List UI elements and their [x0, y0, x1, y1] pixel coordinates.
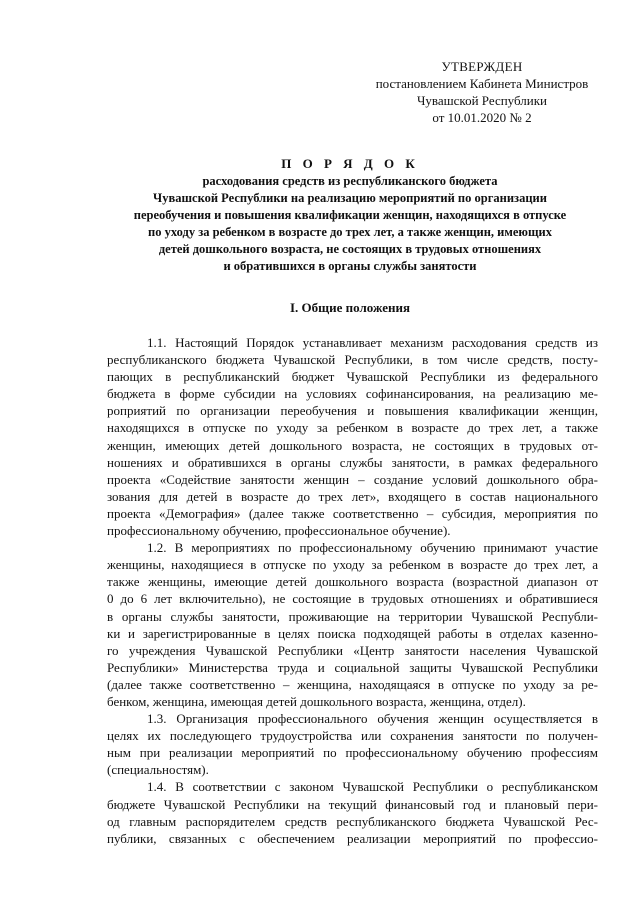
paragraph-line: профессиональному обучению, профессиональное обучение). [107, 523, 451, 539]
paragraph-line: пающих в республиканский бюджет Чувашской Республики из федерального [107, 369, 598, 385]
paragraph-line: роприятий по организации переобучения и повышения квалификации женщин, [107, 403, 598, 419]
paragraph-line: 1.4. В соответствии с законом Чувашской Республики о республиканском [147, 779, 598, 795]
paragraph-line: проекта «Демография» (далее также соответственно – субсидия, мероприятия по [107, 505, 598, 521]
paragraph-line: в органы службы занятости, проживающие на территории Чувашской Республи- [107, 608, 598, 624]
document-heading: П О Р Я Д О К [281, 156, 419, 171]
approval-stamp: УТВЕРЖДЕН [441, 59, 523, 74]
paragraph-line: женщин, имеющих детей дошкольного возраста, не состоящих в трудовых от- [107, 437, 598, 453]
title-line: по уходу за ребенком в возрасте до трех лет, а также женщин, имеющих [148, 225, 552, 239]
paragraph-line: 0 до 6 лет включительно), не состоящие в трудовых отношениях и обратившиеся [107, 591, 598, 607]
paragraph-line: бюджета в форме субсидии на условиях софинансирования, на реализацию ме- [107, 386, 598, 402]
paragraph-line: (далее также соответственно – женщина, находящаяся в отпуске по уходу за ре- [107, 676, 598, 692]
paragraph-line: ношениях и обратившихся в органы службы занятости, в рамках федерального [107, 454, 598, 470]
title-line: переобучения и повышения квалификации женщин, находящихся в отпуске [133, 208, 567, 222]
section-title: I. Общие положения [290, 300, 410, 315]
paragraph-line: ки и зарегистрированные в целях поиска подходящей работы в отделах казенно- [107, 625, 598, 641]
approval-republic: Чувашской Республики [416, 93, 548, 108]
document-title [96, 155, 604, 275]
title-line: детей дошкольного возраста, не состоящих в трудовых отношениях [158, 242, 542, 256]
paragraph-line: целях их последующего трудоустройства или сохранения занятости по получен- [107, 728, 598, 744]
paragraph-line: бюджете Чувашской Республики на текущий финансовый год и плановый пери- [107, 796, 598, 812]
paragraph-line: республиканского бюджета Чувашской Республики, в том числе средств, посту- [107, 352, 598, 368]
paragraph-line: ным при реализации мероприятий по профессиональному обучению профессиям [107, 745, 598, 761]
paragraph-line: проекта «Содействие занятости женщин – создание условий дошкольного обра- [107, 471, 598, 487]
paragraph-line: го учреждения Чувашской Республики «Центр занятости населения Чувашской [107, 642, 598, 658]
approval-stamp-block [352, 58, 612, 126]
approval-date-number: от 10.01.2020 № 2 [432, 110, 532, 125]
paragraph-line: зования для детей в возрасте до трех лет», входящего в состав национального [107, 488, 598, 504]
approval-issuer: постановлением Кабинета Министров [375, 76, 589, 91]
paragraph-line: женщины, находящиеся в отпуске по уходу за ребенком в возрасте до трех лет, а [107, 557, 598, 573]
paragraph-line: Республики» Министерства труда и социальной защиты Чувашской Республики [107, 659, 598, 675]
paragraph-line: также женщины, имеющие детей дошкольного возраста (возрастной диапазон от [107, 574, 598, 590]
title-line: расходования средств из республиканского бюджета [202, 174, 498, 188]
paragraph-line: 1.1. Настоящий Порядок устанавливает механизм расходования средств из [147, 335, 598, 350]
paragraph-line: од главным распорядителем средств республиканского бюджета Чувашской Рес- [107, 813, 598, 829]
paragraph-line: 1.2. В мероприятиях по профессиональному обучению принимают участие [147, 540, 598, 556]
title-line: Чувашской Республики на реализацию мероприятий по организации [153, 191, 547, 205]
paragraph-line: (специальностям). [107, 762, 209, 778]
paragraph-line: 1.3. Организация профессионального обучения женщин осуществляется в [147, 711, 598, 727]
paragraph-line: бенком, женщина, имеющая детей дошкольного возраста, женщина, отдел). [107, 693, 526, 709]
document-body [107, 334, 598, 847]
paragraph-line: находящихся в отпуске по уходу за ребенком в возрасте до трех лет, а также [107, 420, 598, 436]
title-line: и обратившихся в органы службы занятости [223, 259, 477, 273]
paragraph-line: публики, связанных с обеспечением реализации мероприятий по профессио- [107, 830, 598, 846]
